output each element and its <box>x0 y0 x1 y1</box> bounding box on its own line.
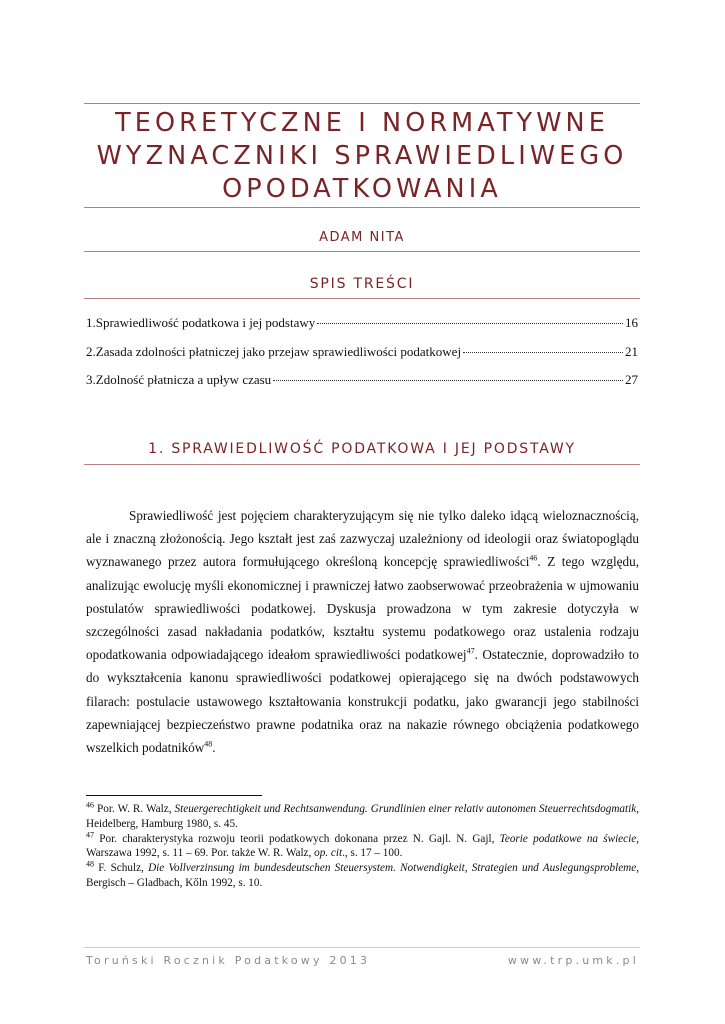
toc-heading-rule <box>84 298 640 299</box>
toc-heading: SPIS TREŚCI <box>309 276 415 292</box>
title-line-3: OPODATKOWANIA <box>222 174 502 204</box>
title-line-1: TEORETYCZNE I NORMATYWNE <box>115 108 609 138</box>
footnote-46: $^{46}$ Por. W. R. Walz, Steuergerechtigkeit und Rechtsanwendung. Grundlinien einer relativ autonomen Steuerrechtsdogmatik, Heidelberg, Hamburg 1980, s. 45. <box>86 800 639 830</box>
footnotes <box>86 802 639 891</box>
footnote-48: $^{48}$ F. Schulz, Die Vollverzinsung im bundesdeutschen Steuersystem. Notwendigkeit, Strategien und Auslegungsprobleme, Bergisch – Gladbach, Kőln 1992, s. 10. <box>86 859 639 889</box>
toc-item-page: 27 <box>625 372 638 387</box>
toc-item[interactable] <box>86 372 638 388</box>
title-top-rule <box>84 103 640 104</box>
footnote-47: $^{47}$ Por. charakterystyka rozwoju teorii podatkowych dokonana przez N. Gajl. N. Gajl, Teorie podatkowe na świecie, Warszawa 1992, s. 11 – 69. Por. także W. R. Walz, op. cit., s. 17 – 100. <box>86 829 639 860</box>
footnote-separator <box>86 795 262 796</box>
toc-item-label: 1.Sprawiedliwość podatkowa i jej podstawy <box>86 315 316 330</box>
toc-item[interactable] <box>86 344 638 360</box>
toc-leader-dots <box>273 380 623 381</box>
toc-leader-dots <box>463 352 623 353</box>
footnote-ref-47[interactable]: 47 <box>466 646 475 656</box>
journal-name: Toruński Rocznik Podatkowy 2013 <box>86 954 371 967</box>
author-name: ADAM NITA <box>319 230 405 245</box>
toc-item-page: 21 <box>625 344 638 359</box>
section-heading-rule <box>84 464 640 465</box>
body-paragraph: Sprawiedliwość jest pojęciem charakteryzującym się nie tylko daleko idącą wieloznacznością, ale i znaczną złożonością. Jego kształt jest zaś zazwyczaj uzależniony od ideologii oraz światopoglądu wyznawanego przez autora formułującego określoną koncepcję sprawiedliwości$^{46}$. Z tego względu, analizując ewolucję myśli ekonomicznej i prawniczej łatwo zaobserwować przeobrażenia w ujmowaniu postulatów sprawiedliwości podatkowej. Dyskusja prowadzona w tym zakresie dotyczyła w szczególności zasad nakładania podatków, kształtu systemu podatkowego oraz ustalenia rodzaju opodatkowania odpowiadającego ideałom sprawiedliwości podatkowej$^{47}$. Ostatecznie, doprowadziło to do wykształcenia kanonu sprawiedliwości podatkowej opierającego się na dwóch podstawowych filarach: postulacie ustawowego kształtowania konstrukcji podatku, jako gwarancji jego stabilności zapewniającej bezpieczeństwo prawne podatnika oraz na nakazie równego obciążenia podatkowego wszelkich podatników$^{48}$. <box>86 508 639 756</box>
footer-rule <box>84 947 640 948</box>
journal-url[interactable]: www.trp.umk.pl <box>507 954 639 967</box>
toc-leader-dots <box>317 323 623 324</box>
footnote-ref-46[interactable]: 46 <box>529 554 538 564</box>
toc-item-label: 3.Zdolność płatnicza a upływ czasu <box>86 372 272 387</box>
section-heading: 1. SPRAWIEDLIWOŚĆ PODATKOWA I JEJ PODSTAWY <box>148 441 576 457</box>
toc-item-label: 2.Zasada zdolności płatniczej jako przejaw sprawiedliwości podatkowej <box>86 344 462 359</box>
author-rule <box>84 251 640 252</box>
article-title <box>84 107 640 206</box>
toc-item[interactable] <box>86 315 638 331</box>
title-bottom-rule <box>84 207 640 208</box>
title-line-2: WYZNACZNIKI SPRAWIEDLIWEGO <box>96 141 628 171</box>
toc-item-page: 16 <box>625 315 638 330</box>
footnote-ref-48[interactable]: 48 <box>204 739 213 749</box>
